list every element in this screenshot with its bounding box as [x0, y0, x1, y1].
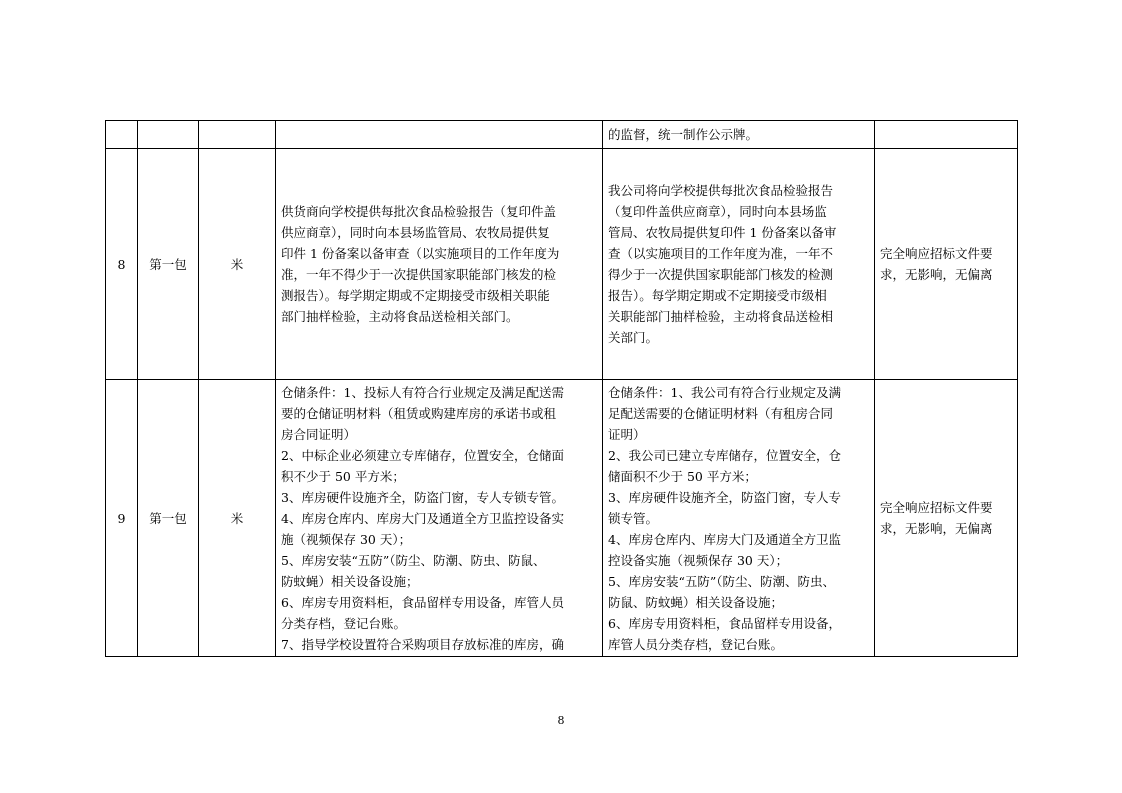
requirement-line: 房合同证明） [281, 426, 357, 442]
item-cell [199, 121, 276, 149]
row-number [106, 121, 138, 149]
requirement-line: 测报告）。每学期定期或不定期接受市级相关职能 [281, 288, 550, 303]
requirement-line: 供货商向学校提供每批次食品检验报告（复印件盖 [281, 204, 557, 219]
compliance-table [105, 120, 1018, 657]
deviation-line: 求，无影响，无偏离 [880, 267, 993, 282]
response-line: 库管人员分类存档，登记台账。 [608, 636, 784, 652]
response-line: （复印件盖供应商章），同时向本县场监 [608, 204, 827, 219]
response-line: 关部门。 [608, 330, 659, 345]
requirement-line: 要的仓储证明材料（租赁或购建库房的承诺书或租 [281, 405, 557, 421]
response-cell [603, 380, 875, 657]
response-line: 4、库房仓库内、库房大门及通道全方卫监 [608, 531, 841, 547]
package-cell: 第一包 [138, 380, 199, 657]
row-number: 8 [106, 149, 138, 380]
deviation-line: 完全响应招标文件要 [880, 500, 993, 515]
response-cell [603, 149, 875, 380]
requirement-line: 部门抽样检验，主动将食品送检相关部门。 [281, 309, 519, 324]
deviation-cell [875, 380, 1018, 657]
requirement-line: 6、库房专用资料柜，食品留样专用设备，库管人员 [281, 594, 564, 610]
response-line: 的监督，统一制作公示牌。 [608, 127, 759, 142]
response-line: 控设备实施（视频保存 30 天）； [608, 552, 789, 568]
response-line: 证明） [608, 426, 646, 442]
table-row [106, 149, 1018, 380]
requirement-cell [276, 121, 603, 149]
response-line: 锁专管。 [608, 510, 659, 526]
response-line: 关职能部门抽样检验，主动将食品送检相 [608, 309, 834, 324]
page-number: 8 [557, 714, 565, 727]
response-line: 储面积不少于 50 平方米； [608, 468, 757, 484]
response-line: 查（以实施项目的工作年度为准，一年不 [608, 246, 834, 261]
response-cell [603, 121, 875, 149]
response-line: 6、库房专用资料柜，食品留样专用设备， [608, 615, 841, 631]
response-line: 防鼠、防蚊蝇）相关设备设施； [608, 594, 784, 610]
requirement-line: 防蚊蝇）相关设备设施； [281, 573, 419, 589]
requirement-line: 3、库房硬件设施齐全，防盗门窗，专人专锁专管。 [281, 489, 564, 505]
requirement-line: 4、库房仓库内、库房大门及通道全方卫监控设备实 [281, 510, 564, 526]
requirement-cell [276, 380, 603, 657]
requirement-line: 仓储条件：1、投标人有符合行业规定及满足配送需 [281, 384, 564, 400]
requirement-line: 准，一年不得少于一次提供国家职能部门核发的检 [281, 267, 557, 282]
response-line: 3、库房硬件设施齐全，防盗门窗，专人专 [608, 489, 841, 505]
response-line: 我公司将向学校提供每批次食品检验报告 [608, 183, 834, 198]
requirement-line: 积不少于 50 平方米； [281, 468, 405, 484]
requirement-line: 5、库房安装“五防”（防尘、防潮、防虫、防鼠、 [281, 552, 546, 568]
requirement-line: 施（视频保存 30 天）； [281, 531, 412, 547]
deviation-cell [875, 121, 1018, 149]
requirement-line: 印件 1 份备案以备审查（以实施项目的工作年度为 [281, 246, 560, 261]
requirement-line: 7、指导学校设置符合采购项目存放标准的库房，确 [281, 636, 564, 652]
deviation-cell [875, 149, 1018, 380]
deviation-line: 求，无影响，无偏离 [880, 521, 993, 536]
deviation-line: 完全响应招标文件要 [880, 246, 993, 261]
response-line: 2、我公司已建立专库储存，位置安全，仓 [608, 447, 841, 463]
response-line: 得少于一次提供国家职能部门核发的检测 [608, 267, 834, 282]
requirement-line: 2、中标企业必须建立专库储存，位置安全，仓储面 [281, 447, 564, 463]
requirement-line: 供应商章），同时向本县场监管局、农牧局提供复 [281, 225, 550, 240]
table-row [106, 380, 1018, 657]
response-line: 管局、农牧局提供复印件 1 份备案以备审 [608, 225, 837, 240]
response-line: 足配送需要的仓储证明材料（有租房合同 [608, 405, 834, 421]
response-line: 报告）。每学期定期或不定期接受市级相 [608, 288, 827, 303]
row-number: 9 [106, 380, 138, 657]
package-cell [138, 121, 199, 149]
requirement-line: 分类存档，登记台账。 [281, 615, 407, 631]
item-cell: 米 [199, 149, 276, 380]
response-line: 5、库房安装“五防”（防尘、防潮、防虫、 [608, 573, 835, 589]
requirement-cell [276, 149, 603, 380]
response-line: 仓储条件：1、我公司有符合行业规定及满 [608, 384, 841, 400]
table-row [106, 121, 1018, 149]
item-cell: 米 [199, 380, 276, 657]
package-cell: 第一包 [138, 149, 199, 380]
